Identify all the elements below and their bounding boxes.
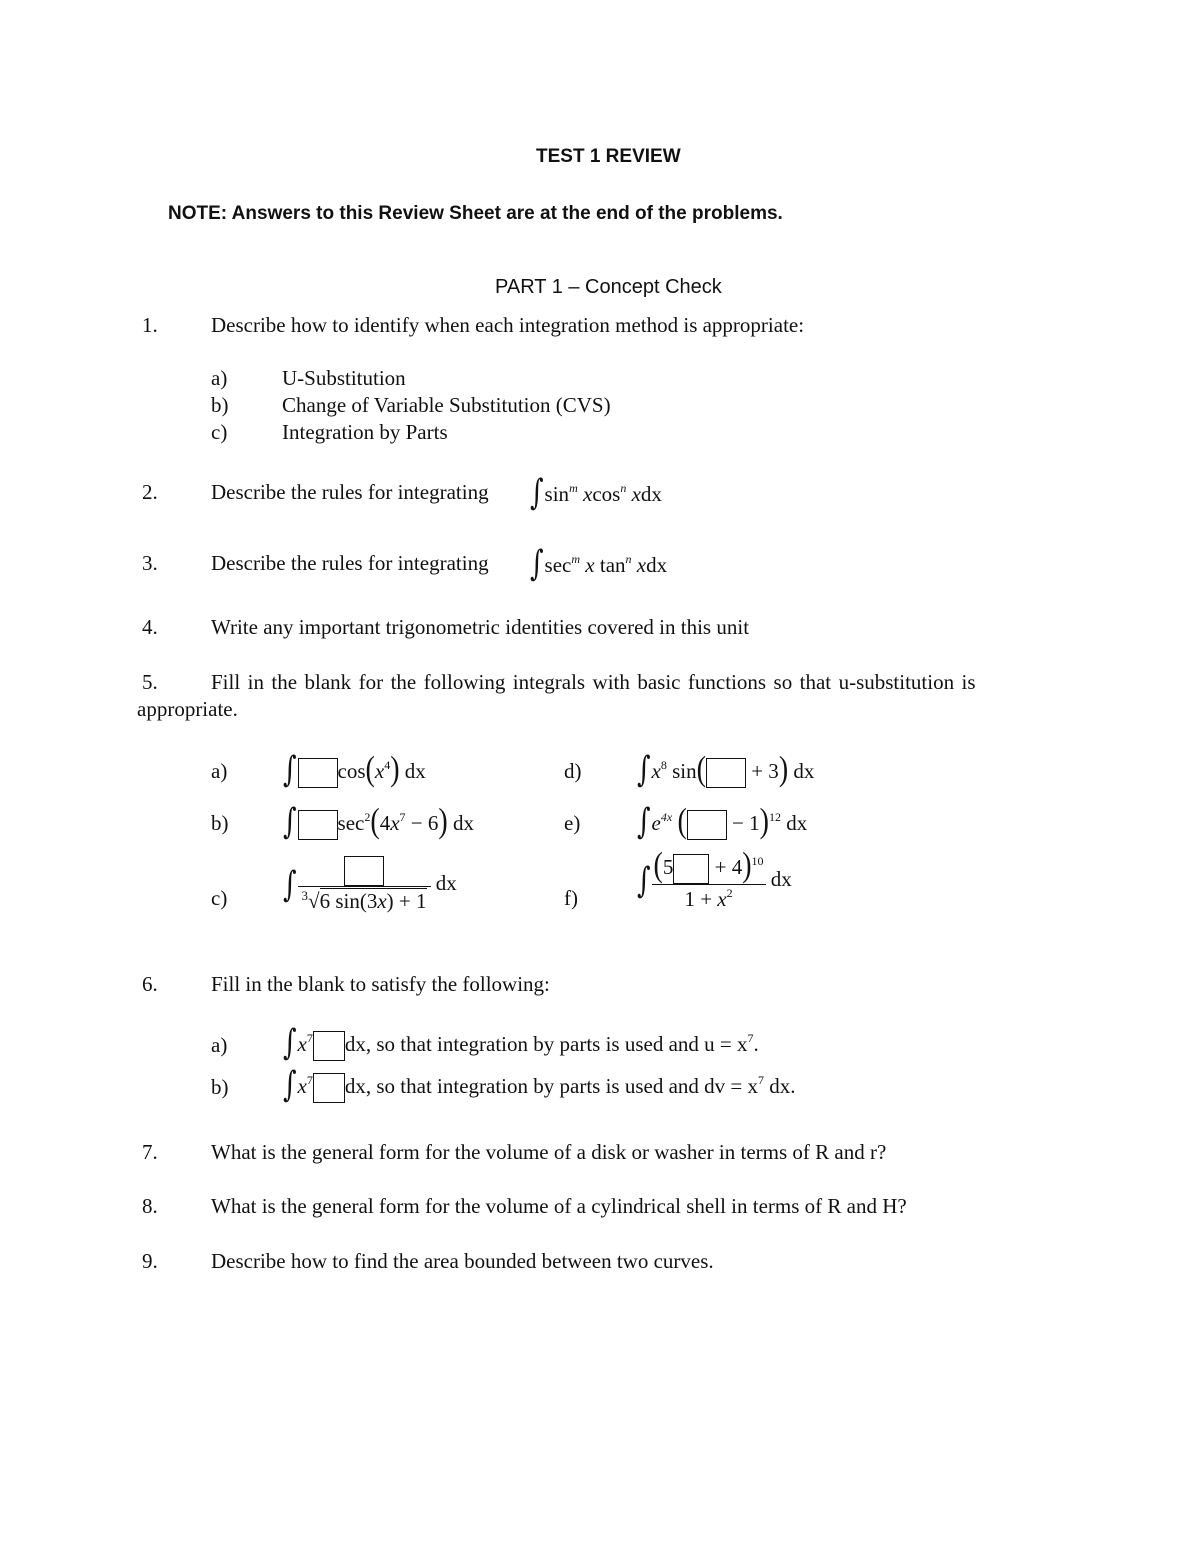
q6-a-text: , so that integration by parts is used and u = x: [365, 1032, 748, 1056]
question-3-number: 3.: [142, 551, 158, 575]
question-4-number: 4.: [142, 615, 158, 639]
q1-item-b-label: b): [211, 393, 229, 417]
q5-a-integral: ∫ $\cos(x^4)$ dx: [283, 749, 426, 791]
question-1-number: 1.: [142, 313, 158, 337]
q6-b-expression: $\int x^7$ dx, so that integration by parts is used and dv = $x^7$ dx.: [283, 1064, 796, 1106]
page-title: TEST 1 REVIEW: [536, 146, 681, 167]
q3-integral-expression: $\int\sec^m$ x $\tan^n$ xdx: [530, 543, 668, 585]
question-7-text: What is the general form for the volume of a disk or washer in terms of R and r?: [211, 1140, 887, 1164]
review-note: NOTE: Answers to this Review Sheet are at the end of the problems.: [168, 203, 783, 224]
q6-b-label: b): [211, 1075, 229, 1099]
question-9-text: Describe how to find the area bounded between two curves.: [211, 1249, 714, 1273]
question-3-text: Describe the rules for integrating: [211, 551, 489, 575]
q6-b-text: , so that integration by parts is used and dv = x: [365, 1074, 758, 1098]
blank-box[interactable]: [298, 810, 338, 840]
q1-item-b-text: Change of Variable Substitution (CVS): [282, 393, 611, 417]
q5-a-label: a): [211, 759, 228, 783]
question-8-text: What is the general form for the volume of a cylindrical shell in terms of R and H?: [211, 1194, 907, 1218]
question-2-text: Describe the rules for integrating: [211, 480, 489, 504]
question-8-number: 8.: [142, 1194, 158, 1218]
q1-item-a-text: U-Substitution: [282, 366, 406, 390]
q5-d-label: d): [564, 759, 582, 783]
q6-b-tail: dx.: [764, 1074, 796, 1098]
q5-b-label: b): [211, 811, 229, 835]
question-1-text: Describe how to identify when each integration method is appropriate:: [211, 313, 805, 337]
blank-box[interactable]: [313, 1031, 345, 1061]
q6-a-expression: $\int x^7$ dx, so that integration by parts is used and $u = x^7$.: [283, 1022, 759, 1064]
q2-integral-expression: $\int\sin^m$ xcos$^n$ xdx: [530, 472, 662, 514]
blank-box[interactable]: [706, 758, 746, 788]
q5-e-integral: $\int e^{4x}$ ( − 1)$^{12}$ dx: [637, 801, 808, 843]
question-6-number: 6.: [142, 972, 158, 996]
q6-a-label: a): [211, 1033, 228, 1057]
q1-item-c-text: Integration by Parts: [282, 420, 448, 444]
q5-f-label: f): [564, 886, 578, 910]
blank-box[interactable]: [673, 854, 709, 884]
question-7-number: 7.: [142, 1140, 158, 1164]
question-6-text: Fill in the blank to satisfy the following:: [211, 972, 550, 996]
question-5-text-line2: appropriate.: [137, 697, 238, 721]
question-9-number: 9.: [142, 1249, 158, 1273]
q5-c-label: c): [211, 886, 228, 910]
blank-box[interactable]: [313, 1073, 345, 1103]
blank-box[interactable]: [298, 758, 338, 788]
question-4-text: Write any important trigonometric identities covered in this unit: [211, 615, 750, 639]
question-5-text-line1: Fill in the blank for the following integrals with basic functions so that u-substitution is: [211, 670, 976, 694]
q5-d-integral: $\int x^8$ sin( + 3) dx: [637, 749, 815, 791]
question-5-number: 5.: [142, 670, 158, 694]
blank-box[interactable]: [344, 856, 384, 886]
q5-f-integral: ∫ $\frac{(5 + 4)^{10}}{1 + x^2}$ dx: [637, 846, 792, 912]
q1-item-a-label: a): [211, 366, 228, 390]
part-heading: PART 1 – Concept Check: [495, 276, 722, 298]
q5-b-integral: ∫ $\sec^2(4x^7 - 6)$ dx: [283, 801, 474, 843]
q1-item-c-label: c): [211, 420, 228, 444]
blank-box[interactable]: [687, 810, 727, 840]
q5-e-label: e): [564, 811, 581, 835]
question-2-number: 2.: [142, 480, 158, 504]
q5-c-integral: ∫ $^3$√6 sin(3x) + 1 dx: [283, 856, 457, 914]
